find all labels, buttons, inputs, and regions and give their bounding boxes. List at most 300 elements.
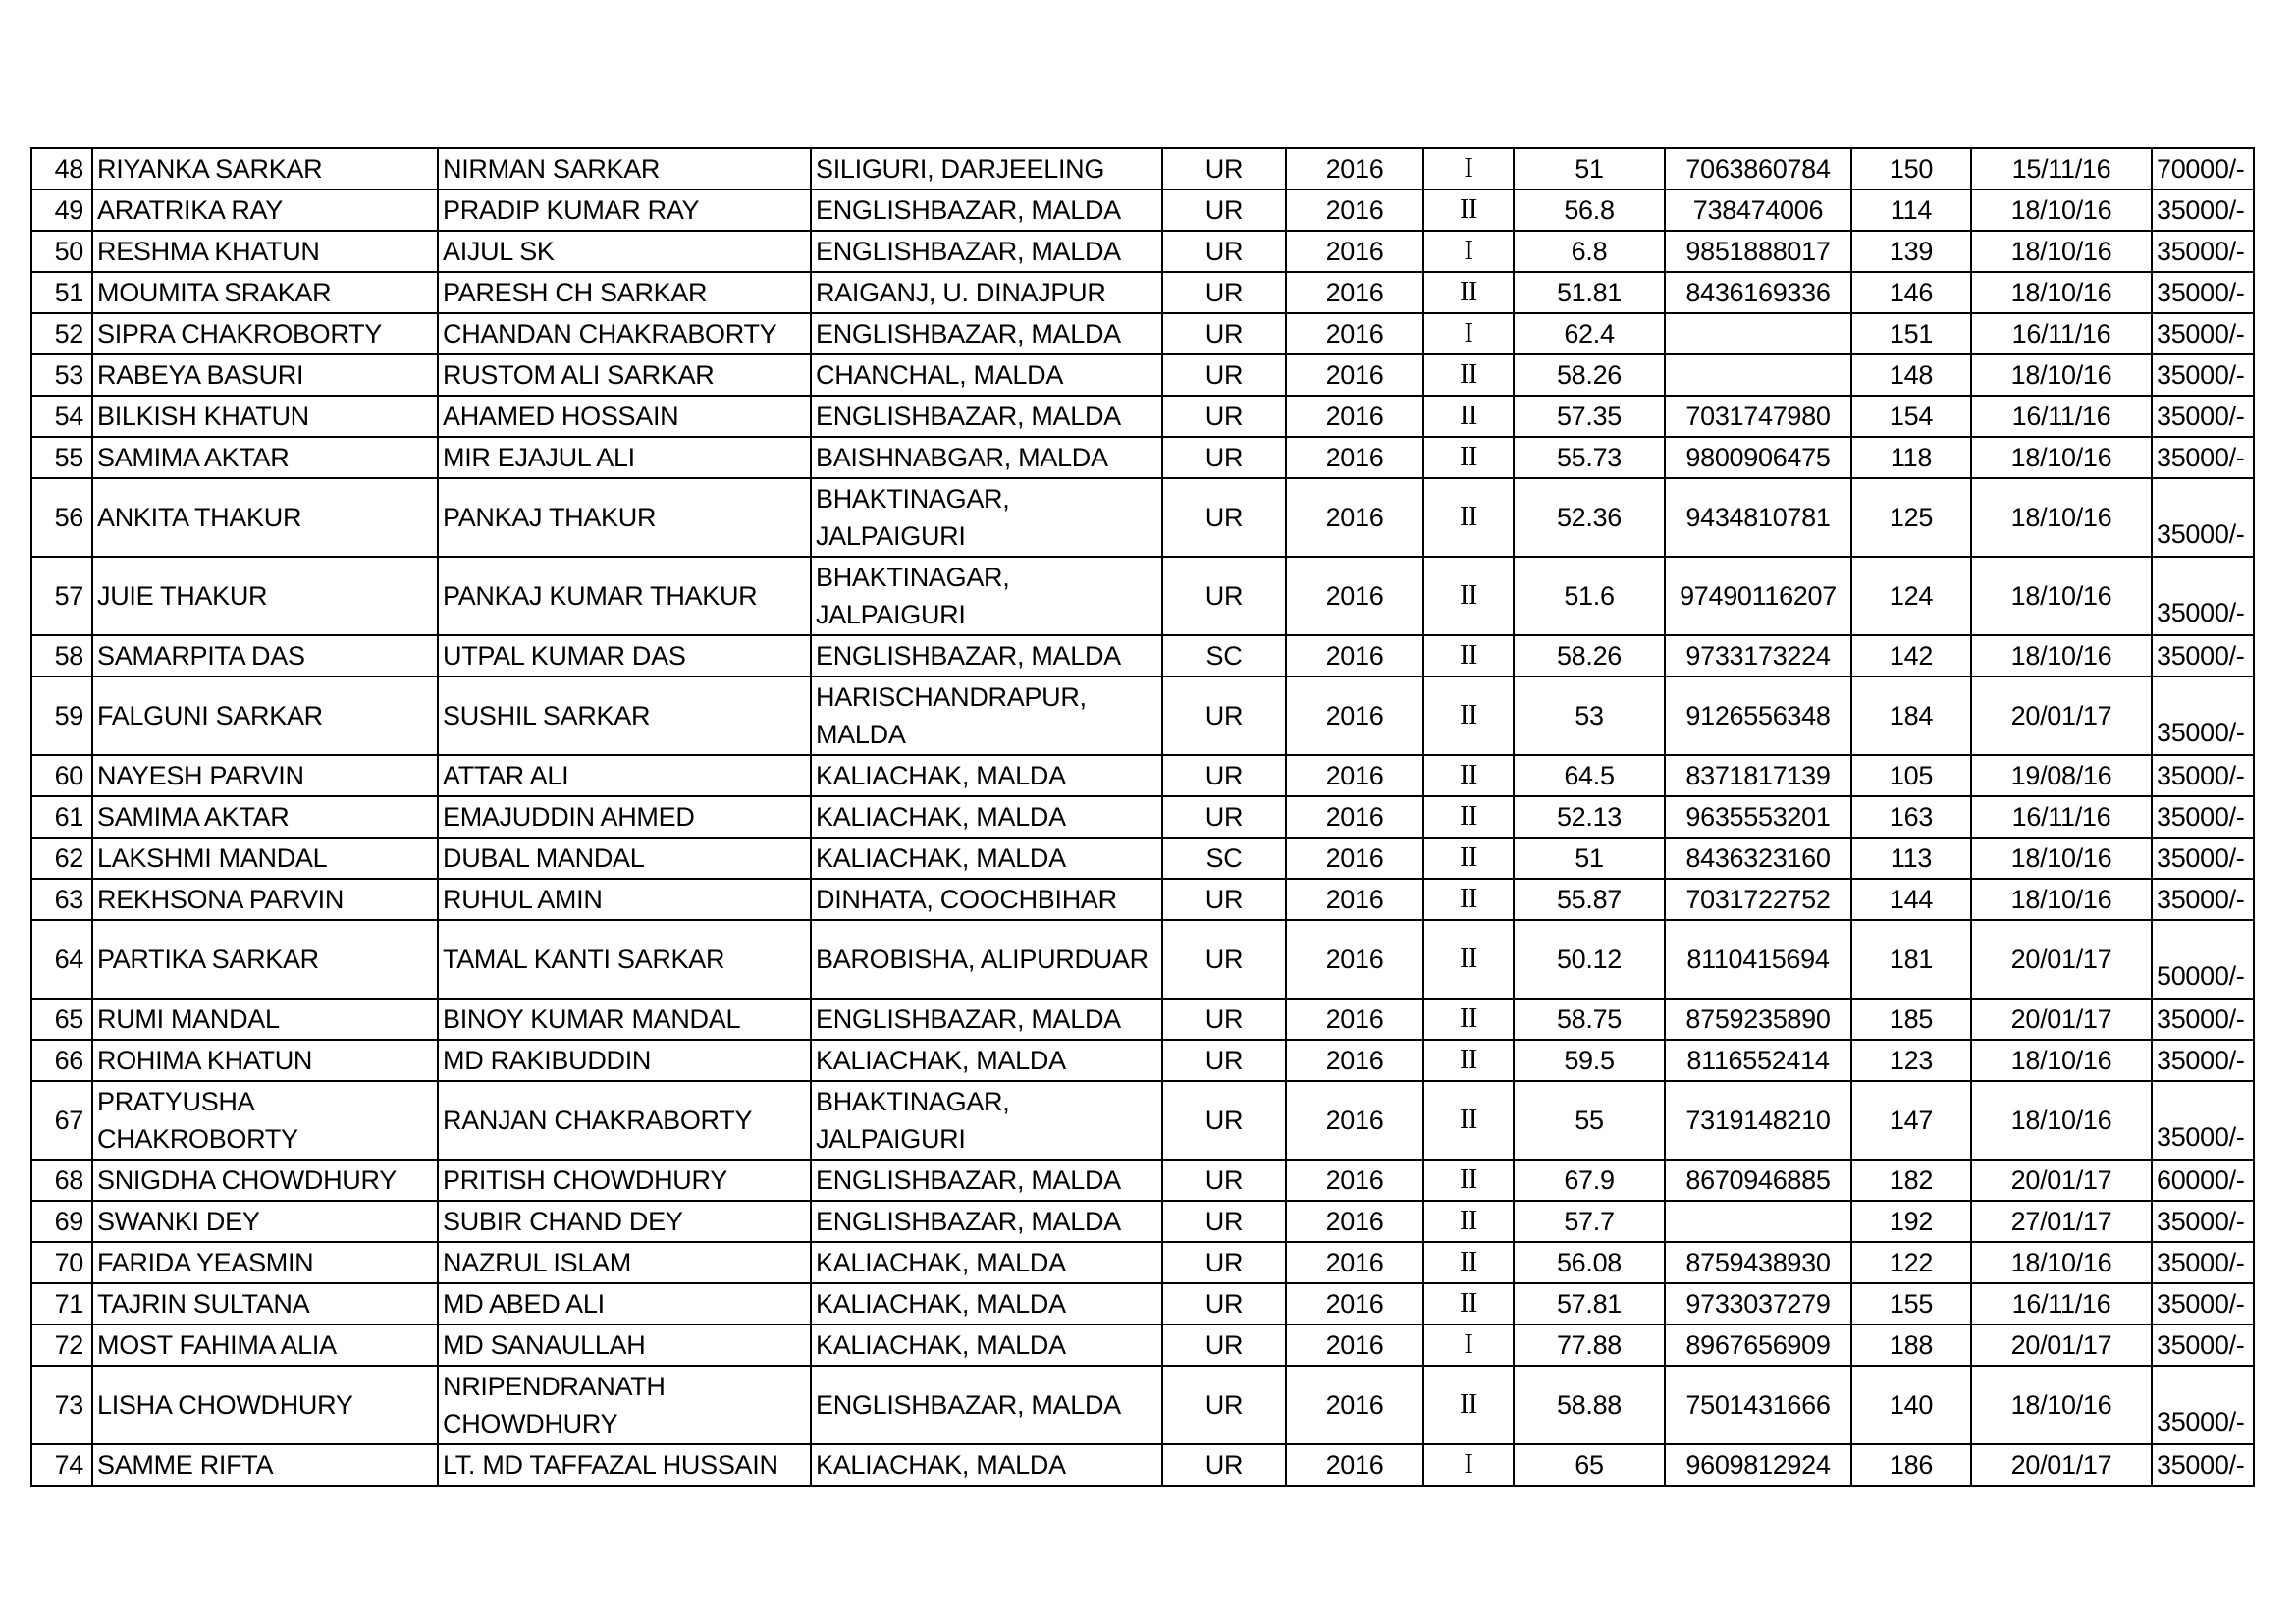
name-cell: FALGUNI SARKAR [92, 676, 438, 755]
serial-cell: 61 [31, 796, 92, 838]
address-cell: ENGLISHBAZAR, MALDA [811, 396, 1162, 437]
division-cell: II [1423, 676, 1514, 755]
address-cell: BHAKTINAGAR, JALPAIGURI [811, 478, 1162, 557]
division-cell: II [1423, 1242, 1514, 1283]
amount-cell: 35000/- [2152, 231, 2254, 272]
percent-cell: 59.5 [1514, 1040, 1665, 1081]
address-cell: ENGLISHBAZAR, MALDA [811, 231, 1162, 272]
serial-cell: 70 [31, 1242, 92, 1283]
date-cell: 15/11/16 [1971, 148, 2152, 189]
amount-cell: 35000/- [2152, 1366, 2254, 1444]
amount-cell: 35000/- [2152, 354, 2254, 396]
table-row [31, 635, 2254, 676]
address-cell: ENGLISHBAZAR, MALDA [811, 635, 1162, 676]
year-cell: 2016 [1286, 796, 1423, 838]
phone-cell: 7319148210 [1665, 1081, 1851, 1160]
phone-cell: 9126556348 [1665, 676, 1851, 755]
guardian-cell: TAMAL KANTI SARKAR [438, 920, 811, 999]
date-cell: 18/10/16 [1971, 478, 2152, 557]
percent-cell: 55.87 [1514, 879, 1665, 920]
phone-cell: 7031722752 [1665, 879, 1851, 920]
category-cell: UR [1162, 999, 1286, 1040]
year-cell: 2016 [1286, 1325, 1423, 1366]
address-cell: KALIACHAK, MALDA [811, 1242, 1162, 1283]
name-cell: MOUMITA SRAKAR [92, 272, 438, 313]
guardian-cell: NRIPENDRANATH CHOWDHURY [438, 1366, 811, 1444]
serial-cell: 63 [31, 879, 92, 920]
amount-cell: 35000/- [2152, 272, 2254, 313]
name-cell: NAYESH PARVIN [92, 755, 438, 796]
year-cell: 2016 [1286, 1444, 1423, 1486]
ref-cell: 155 [1851, 1283, 1971, 1325]
amount-cell: 50000/- [2152, 920, 2254, 999]
phone-cell [1665, 313, 1851, 354]
division-cell: II [1423, 635, 1514, 676]
date-cell: 20/01/17 [1971, 999, 2152, 1040]
serial-cell: 72 [31, 1325, 92, 1366]
year-cell: 2016 [1286, 879, 1423, 920]
serial-cell: 67 [31, 1081, 92, 1160]
phone-cell: 738474006 [1665, 189, 1851, 231]
phone-cell: 9733173224 [1665, 635, 1851, 676]
phone-cell: 8759438930 [1665, 1242, 1851, 1283]
category-cell: UR [1162, 1283, 1286, 1325]
ref-cell: 188 [1851, 1325, 1971, 1366]
table-row [31, 676, 2254, 755]
name-cell: RESHMA KHATUN [92, 231, 438, 272]
name-cell: FARIDA YEASMIN [92, 1242, 438, 1283]
percent-cell: 64.5 [1514, 755, 1665, 796]
ref-cell: 184 [1851, 676, 1971, 755]
category-cell: UR [1162, 879, 1286, 920]
amount-cell: 35000/- [2152, 999, 2254, 1040]
phone-cell: 7063860784 [1665, 148, 1851, 189]
date-cell: 16/11/16 [1971, 1283, 2152, 1325]
division-cell: II [1423, 755, 1514, 796]
amount-cell: 35000/- [2152, 1081, 2254, 1160]
date-cell: 20/01/17 [1971, 1444, 2152, 1486]
serial-cell: 59 [31, 676, 92, 755]
ref-cell: 181 [1851, 920, 1971, 999]
division-cell: II [1423, 920, 1514, 999]
amount-cell: 60000/- [2152, 1160, 2254, 1201]
name-cell: ROHIMA KHATUN [92, 1040, 438, 1081]
division-cell: II [1423, 189, 1514, 231]
category-cell: UR [1162, 272, 1286, 313]
serial-cell: 64 [31, 920, 92, 999]
serial-cell: 60 [31, 755, 92, 796]
table-row [31, 396, 2254, 437]
table-row [31, 354, 2254, 396]
name-cell: JUIE THAKUR [92, 557, 438, 635]
year-cell: 2016 [1286, 231, 1423, 272]
category-cell: UR [1162, 1325, 1286, 1366]
serial-cell: 48 [31, 148, 92, 189]
address-cell: ENGLISHBAZAR, MALDA [811, 1201, 1162, 1242]
date-cell: 18/10/16 [1971, 189, 2152, 231]
percent-cell: 56.8 [1514, 189, 1665, 231]
address-cell: ENGLISHBAZAR, MALDA [811, 1366, 1162, 1444]
category-cell: UR [1162, 1081, 1286, 1160]
division-cell: II [1423, 796, 1514, 838]
year-cell: 2016 [1286, 755, 1423, 796]
address-cell: KALIACHAK, MALDA [811, 1325, 1162, 1366]
category-cell: UR [1162, 676, 1286, 755]
division-cell: II [1423, 1160, 1514, 1201]
category-cell: UR [1162, 755, 1286, 796]
category-cell: SC [1162, 838, 1286, 879]
address-cell: BAISHNABGAR, MALDA [811, 437, 1162, 478]
ref-cell: 186 [1851, 1444, 1971, 1486]
ref-cell: 142 [1851, 635, 1971, 676]
table-row [31, 437, 2254, 478]
year-cell: 2016 [1286, 1366, 1423, 1444]
date-cell: 16/11/16 [1971, 796, 2152, 838]
percent-cell: 51 [1514, 148, 1665, 189]
guardian-cell: PARESH CH SARKAR [438, 272, 811, 313]
serial-cell: 51 [31, 272, 92, 313]
name-cell: LISHA CHOWDHURY [92, 1366, 438, 1444]
table-row [31, 557, 2254, 635]
division-cell: II [1423, 999, 1514, 1040]
amount-cell: 35000/- [2152, 313, 2254, 354]
table-row [31, 999, 2254, 1040]
amount-cell: 35000/- [2152, 478, 2254, 557]
serial-cell: 52 [31, 313, 92, 354]
percent-cell: 6.8 [1514, 231, 1665, 272]
guardian-cell: SUBIR CHAND DEY [438, 1201, 811, 1242]
address-cell: KALIACHAK, MALDA [811, 1444, 1162, 1486]
amount-cell: 35000/- [2152, 557, 2254, 635]
guardian-cell: MD RAKIBUDDIN [438, 1040, 811, 1081]
ref-cell: 113 [1851, 838, 1971, 879]
address-cell: SILIGURI, DARJEELING [811, 148, 1162, 189]
amount-cell: 70000/- [2152, 148, 2254, 189]
phone-cell: 8110415694 [1665, 920, 1851, 999]
table-row [31, 838, 2254, 879]
phone-cell: 8116552414 [1665, 1040, 1851, 1081]
division-cell: II [1423, 272, 1514, 313]
guardian-cell: MD SANAULLAH [438, 1325, 811, 1366]
percent-cell: 55.73 [1514, 437, 1665, 478]
address-cell: KALIACHAK, MALDA [811, 755, 1162, 796]
date-cell: 18/10/16 [1971, 1242, 2152, 1283]
category-cell: UR [1162, 231, 1286, 272]
date-cell: 16/11/16 [1971, 313, 2152, 354]
serial-cell: 55 [31, 437, 92, 478]
year-cell: 2016 [1286, 838, 1423, 879]
guardian-cell: RUSTOM ALI SARKAR [438, 354, 811, 396]
percent-cell: 52.13 [1514, 796, 1665, 838]
year-cell: 2016 [1286, 1283, 1423, 1325]
address-cell: HARISCHANDRAPUR, MALDA [811, 676, 1162, 755]
division-cell: II [1423, 879, 1514, 920]
serial-cell: 68 [31, 1160, 92, 1201]
year-cell: 2016 [1286, 557, 1423, 635]
serial-cell: 69 [31, 1201, 92, 1242]
phone-cell: 8436323160 [1665, 838, 1851, 879]
amount-cell: 35000/- [2152, 1325, 2254, 1366]
percent-cell: 50.12 [1514, 920, 1665, 999]
division-cell: II [1423, 1081, 1514, 1160]
address-cell: KALIACHAK, MALDA [811, 838, 1162, 879]
amount-cell: 35000/- [2152, 796, 2254, 838]
table-row [31, 920, 2254, 999]
table-row [31, 755, 2254, 796]
guardian-cell: SUSHIL SARKAR [438, 676, 811, 755]
year-cell: 2016 [1286, 148, 1423, 189]
percent-cell: 53 [1514, 676, 1665, 755]
guardian-cell: PRITISH CHOWDHURY [438, 1160, 811, 1201]
year-cell: 2016 [1286, 635, 1423, 676]
amount-cell: 35000/- [2152, 676, 2254, 755]
guardian-cell: UTPAL KUMAR DAS [438, 635, 811, 676]
guardian-cell: AHAMED HOSSAIN [438, 396, 811, 437]
ref-cell: 139 [1851, 231, 1971, 272]
date-cell: 18/10/16 [1971, 437, 2152, 478]
table-row [31, 1160, 2254, 1201]
phone-cell: 7501431666 [1665, 1366, 1851, 1444]
serial-cell: 53 [31, 354, 92, 396]
date-cell: 18/10/16 [1971, 1081, 2152, 1160]
amount-cell: 35000/- [2152, 437, 2254, 478]
ref-cell: 163 [1851, 796, 1971, 838]
table-row [31, 1366, 2254, 1444]
amount-cell: 35000/- [2152, 1242, 2254, 1283]
address-cell: RAIGANJ, U. DINAJPUR [811, 272, 1162, 313]
ref-cell: 148 [1851, 354, 1971, 396]
ref-cell: 144 [1851, 879, 1971, 920]
serial-cell: 66 [31, 1040, 92, 1081]
beneficiary-table [30, 147, 2255, 1487]
category-cell: UR [1162, 354, 1286, 396]
category-cell: UR [1162, 1366, 1286, 1444]
category-cell: UR [1162, 1444, 1286, 1486]
phone-cell: 9434810781 [1665, 478, 1851, 557]
percent-cell: 55 [1514, 1081, 1665, 1160]
name-cell: ANKITA THAKUR [92, 478, 438, 557]
year-cell: 2016 [1286, 354, 1423, 396]
table-row [31, 796, 2254, 838]
serial-cell: 65 [31, 999, 92, 1040]
phone-cell: 9800906475 [1665, 437, 1851, 478]
division-cell: I [1423, 1325, 1514, 1366]
address-cell: ENGLISHBAZAR, MALDA [811, 1160, 1162, 1201]
category-cell: UR [1162, 148, 1286, 189]
address-cell: DINHATA, COOCHBIHAR [811, 879, 1162, 920]
category-cell: UR [1162, 920, 1286, 999]
date-cell: 18/10/16 [1971, 272, 2152, 313]
year-cell: 2016 [1286, 1201, 1423, 1242]
year-cell: 2016 [1286, 920, 1423, 999]
name-cell: RIYANKA SARKAR [92, 148, 438, 189]
guardian-cell: NAZRUL ISLAM [438, 1242, 811, 1283]
division-cell: II [1423, 1201, 1514, 1242]
amount-cell: 35000/- [2152, 635, 2254, 676]
year-cell: 2016 [1286, 437, 1423, 478]
address-cell: BHAKTINAGAR, JALPAIGURI [811, 1081, 1162, 1160]
year-cell: 2016 [1286, 272, 1423, 313]
date-cell: 18/10/16 [1971, 1040, 2152, 1081]
serial-cell: 57 [31, 557, 92, 635]
table-row [31, 231, 2254, 272]
division-cell: II [1423, 478, 1514, 557]
ref-cell: 147 [1851, 1081, 1971, 1160]
ref-cell: 123 [1851, 1040, 1971, 1081]
category-cell: UR [1162, 796, 1286, 838]
ref-cell: 125 [1851, 478, 1971, 557]
date-cell: 18/10/16 [1971, 557, 2152, 635]
ref-cell: 122 [1851, 1242, 1971, 1283]
year-cell: 2016 [1286, 1160, 1423, 1201]
year-cell: 2016 [1286, 1040, 1423, 1081]
amount-cell: 35000/- [2152, 1283, 2254, 1325]
phone-cell: 8967656909 [1665, 1325, 1851, 1366]
name-cell: SNIGDHA CHOWDHURY [92, 1160, 438, 1201]
division-cell: I [1423, 148, 1514, 189]
guardian-cell: AIJUL SK [438, 231, 811, 272]
date-cell: 20/01/17 [1971, 1325, 2152, 1366]
serial-cell: 74 [31, 1444, 92, 1486]
category-cell: UR [1162, 1242, 1286, 1283]
percent-cell: 57.7 [1514, 1201, 1665, 1242]
percent-cell: 58.75 [1514, 999, 1665, 1040]
year-cell: 2016 [1286, 396, 1423, 437]
date-cell: 20/01/17 [1971, 676, 2152, 755]
guardian-cell: LT. MD TAFFAZAL HUSSAIN [438, 1444, 811, 1486]
division-cell: II [1423, 838, 1514, 879]
ref-cell: 146 [1851, 272, 1971, 313]
table-row [31, 1242, 2254, 1283]
ref-cell: 105 [1851, 755, 1971, 796]
date-cell: 16/11/16 [1971, 396, 2152, 437]
address-cell: ENGLISHBAZAR, MALDA [811, 189, 1162, 231]
phone-cell: 7031747980 [1665, 396, 1851, 437]
table-row [31, 1325, 2254, 1366]
phone-cell: 9733037279 [1665, 1283, 1851, 1325]
year-cell: 2016 [1286, 189, 1423, 231]
year-cell: 2016 [1286, 478, 1423, 557]
name-cell: SAMARPITA DAS [92, 635, 438, 676]
table-row [31, 879, 2254, 920]
amount-cell: 35000/- [2152, 838, 2254, 879]
amount-cell: 35000/- [2152, 1040, 2254, 1081]
serial-cell: 56 [31, 478, 92, 557]
year-cell: 2016 [1286, 313, 1423, 354]
guardian-cell: DUBAL MANDAL [438, 838, 811, 879]
address-cell: KALIACHAK, MALDA [811, 1283, 1162, 1325]
guardian-cell: PANKAJ KUMAR THAKUR [438, 557, 811, 635]
ref-cell: 118 [1851, 437, 1971, 478]
name-cell: PARTIKA SARKAR [92, 920, 438, 999]
address-cell: KALIACHAK, MALDA [811, 796, 1162, 838]
division-cell: II [1423, 1283, 1514, 1325]
phone-cell: 8670946885 [1665, 1160, 1851, 1201]
ref-cell: 182 [1851, 1160, 1971, 1201]
date-cell: 20/01/17 [1971, 1160, 2152, 1201]
percent-cell: 67.9 [1514, 1160, 1665, 1201]
name-cell: PRATYUSHA CHAKROBORTY [92, 1081, 438, 1160]
year-cell: 2016 [1286, 1081, 1423, 1160]
phone-cell: 8371817139 [1665, 755, 1851, 796]
guardian-cell: RUHUL AMIN [438, 879, 811, 920]
guardian-cell: EMAJUDDIN AHMED [438, 796, 811, 838]
table-row [31, 148, 2254, 189]
year-cell: 2016 [1286, 676, 1423, 755]
date-cell: 18/10/16 [1971, 354, 2152, 396]
table-row [31, 1201, 2254, 1242]
percent-cell: 57.81 [1514, 1283, 1665, 1325]
date-cell: 18/10/16 [1971, 231, 2152, 272]
ref-cell: 140 [1851, 1366, 1971, 1444]
percent-cell: 51.6 [1514, 557, 1665, 635]
serial-cell: 50 [31, 231, 92, 272]
percent-cell: 58.88 [1514, 1366, 1665, 1444]
percent-cell: 65 [1514, 1444, 1665, 1486]
phone-cell [1665, 1201, 1851, 1242]
amount-cell: 35000/- [2152, 755, 2254, 796]
division-cell: I [1423, 313, 1514, 354]
category-cell: UR [1162, 437, 1286, 478]
category-cell: UR [1162, 396, 1286, 437]
table-row [31, 1081, 2254, 1160]
percent-cell: 51.81 [1514, 272, 1665, 313]
guardian-cell: RANJAN CHAKRABORTY [438, 1081, 811, 1160]
table-row [31, 313, 2254, 354]
name-cell: REKHSONA PARVIN [92, 879, 438, 920]
phone-cell: 8436169336 [1665, 272, 1851, 313]
date-cell: 19/08/16 [1971, 755, 2152, 796]
name-cell: RUMI MANDAL [92, 999, 438, 1040]
guardian-cell: CHANDAN CHAKRABORTY [438, 313, 811, 354]
percent-cell: 58.26 [1514, 354, 1665, 396]
guardian-cell: BINOY KUMAR MANDAL [438, 999, 811, 1040]
guardian-cell: MIR EJAJUL ALI [438, 437, 811, 478]
guardian-cell: PRADIP KUMAR RAY [438, 189, 811, 231]
ref-cell: 151 [1851, 313, 1971, 354]
category-cell: UR [1162, 1201, 1286, 1242]
percent-cell: 57.35 [1514, 396, 1665, 437]
guardian-cell: ATTAR ALI [438, 755, 811, 796]
division-cell: I [1423, 1444, 1514, 1486]
division-cell: II [1423, 1366, 1514, 1444]
phone-cell: 97490116207 [1665, 557, 1851, 635]
phone-cell: 9851888017 [1665, 231, 1851, 272]
guardian-cell: PANKAJ THAKUR [438, 478, 811, 557]
ref-cell: 185 [1851, 999, 1971, 1040]
division-cell: II [1423, 557, 1514, 635]
serial-cell: 73 [31, 1366, 92, 1444]
category-cell: UR [1162, 557, 1286, 635]
percent-cell: 62.4 [1514, 313, 1665, 354]
category-cell: UR [1162, 478, 1286, 557]
name-cell: SIPRA CHAKROBORTY [92, 313, 438, 354]
amount-cell: 35000/- [2152, 879, 2254, 920]
table-row [31, 272, 2254, 313]
table-row [31, 1444, 2254, 1486]
table-row [31, 478, 2254, 557]
address-cell: BHAKTINAGAR, JALPAIGURI [811, 557, 1162, 635]
table-body [31, 148, 2254, 1486]
address-cell: KALIACHAK, MALDA [811, 1040, 1162, 1081]
percent-cell: 51 [1514, 838, 1665, 879]
name-cell: MOST FAHIMA ALIA [92, 1325, 438, 1366]
year-cell: 2016 [1286, 1242, 1423, 1283]
ref-cell: 150 [1851, 148, 1971, 189]
percent-cell: 56.08 [1514, 1242, 1665, 1283]
category-cell: UR [1162, 1040, 1286, 1081]
division-cell: II [1423, 1040, 1514, 1081]
